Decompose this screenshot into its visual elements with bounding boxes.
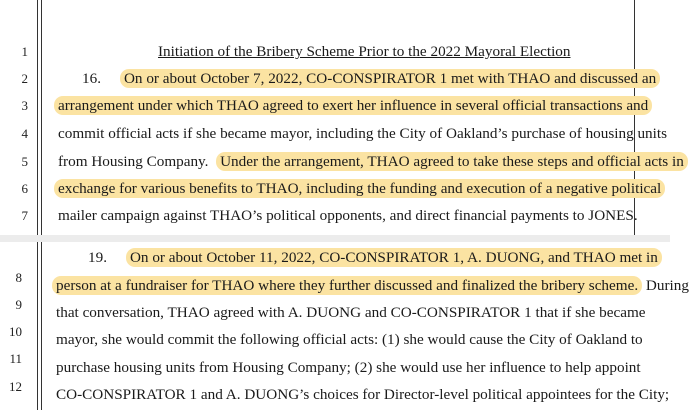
margin-rule-left-outer — [37, 242, 38, 410]
paragraph-line: purchase housing units from Housing Company; (2) she would use her influence to help appoint — [56, 359, 641, 376]
margin-rule-right — [634, 0, 635, 237]
paragraph-line: that conversation, THAO agreed with A. DUONG and CO-CONSPIRATOR 1 that if she became — [56, 304, 646, 321]
line-number: 8 — [15, 270, 22, 285]
line-number: 2 — [21, 71, 28, 86]
line-number: 1 — [21, 44, 28, 59]
margin-rule-left-outer — [37, 0, 38, 237]
paragraph-number: 16. — [82, 70, 101, 87]
line-number: 11 — [9, 351, 22, 366]
paragraph-line: CO-CONSPIRATOR 1 and A. DUONG’s choices for Director-level political appointees for the City; — [56, 386, 670, 403]
paragraph-line — [54, 97, 652, 115]
plain-text: During — [645, 277, 689, 294]
paragraph-line — [52, 277, 689, 295]
margin-rule-left-inner — [41, 242, 42, 410]
section-heading: Initiation of the Bribery Scheme Prior to the 2022 Mayoral Election — [158, 43, 571, 60]
document-excerpt-bottom — [0, 242, 689, 410]
paragraph-number: 19. — [88, 249, 107, 266]
paragraph-line — [82, 70, 660, 88]
line-number: 6 — [21, 181, 28, 196]
highlighted-text: arrangement under which THAO agreed to exert her influence in several official transactions and — [54, 96, 652, 115]
paragraph-line — [88, 249, 662, 267]
line-number: 4 — [21, 126, 28, 141]
plain-text: from Housing Company. — [58, 153, 209, 170]
highlighted-text: On or about October 7, 2022, CO-CONSPIRATOR 1 met with THAO and discussed an — [120, 69, 660, 88]
highlighted-text: On or about October 11, 2022, CO-CONSPIRATOR 1, A. DUONG, and THAO met in — [126, 248, 662, 267]
margin-rule-left-inner — [41, 0, 42, 237]
line-number: 9 — [15, 297, 22, 312]
paragraph-line — [54, 180, 665, 198]
paragraph-line — [58, 153, 688, 171]
line-number: 3 — [21, 98, 28, 113]
line-number: 10 — [9, 324, 22, 339]
line-number: 7 — [21, 208, 28, 223]
line-number: 5 — [21, 154, 28, 169]
line-number: 12 — [9, 379, 22, 394]
paragraph-line: commit official acts if she became mayor, including the City of Oakland’s purchase of housing units — [58, 125, 667, 142]
highlighted-text: person at a fundraiser for THAO where they further discussed and finalized the bribery scheme. — [52, 276, 642, 295]
paragraph-line: mailer campaign against THAO’s political opponents, and direct financial payments to JONES. — [58, 207, 638, 224]
paragraph-line: mayor, she would commit the following official acts: (1) she would cause the City of Oakland to — [56, 331, 643, 348]
highlighted-text: Under the arrangement, THAO agreed to take these steps and official acts in — [216, 152, 688, 171]
highlighted-text: exchange for various benefits to THAO, including the funding and execution of a negative political — [54, 179, 665, 198]
